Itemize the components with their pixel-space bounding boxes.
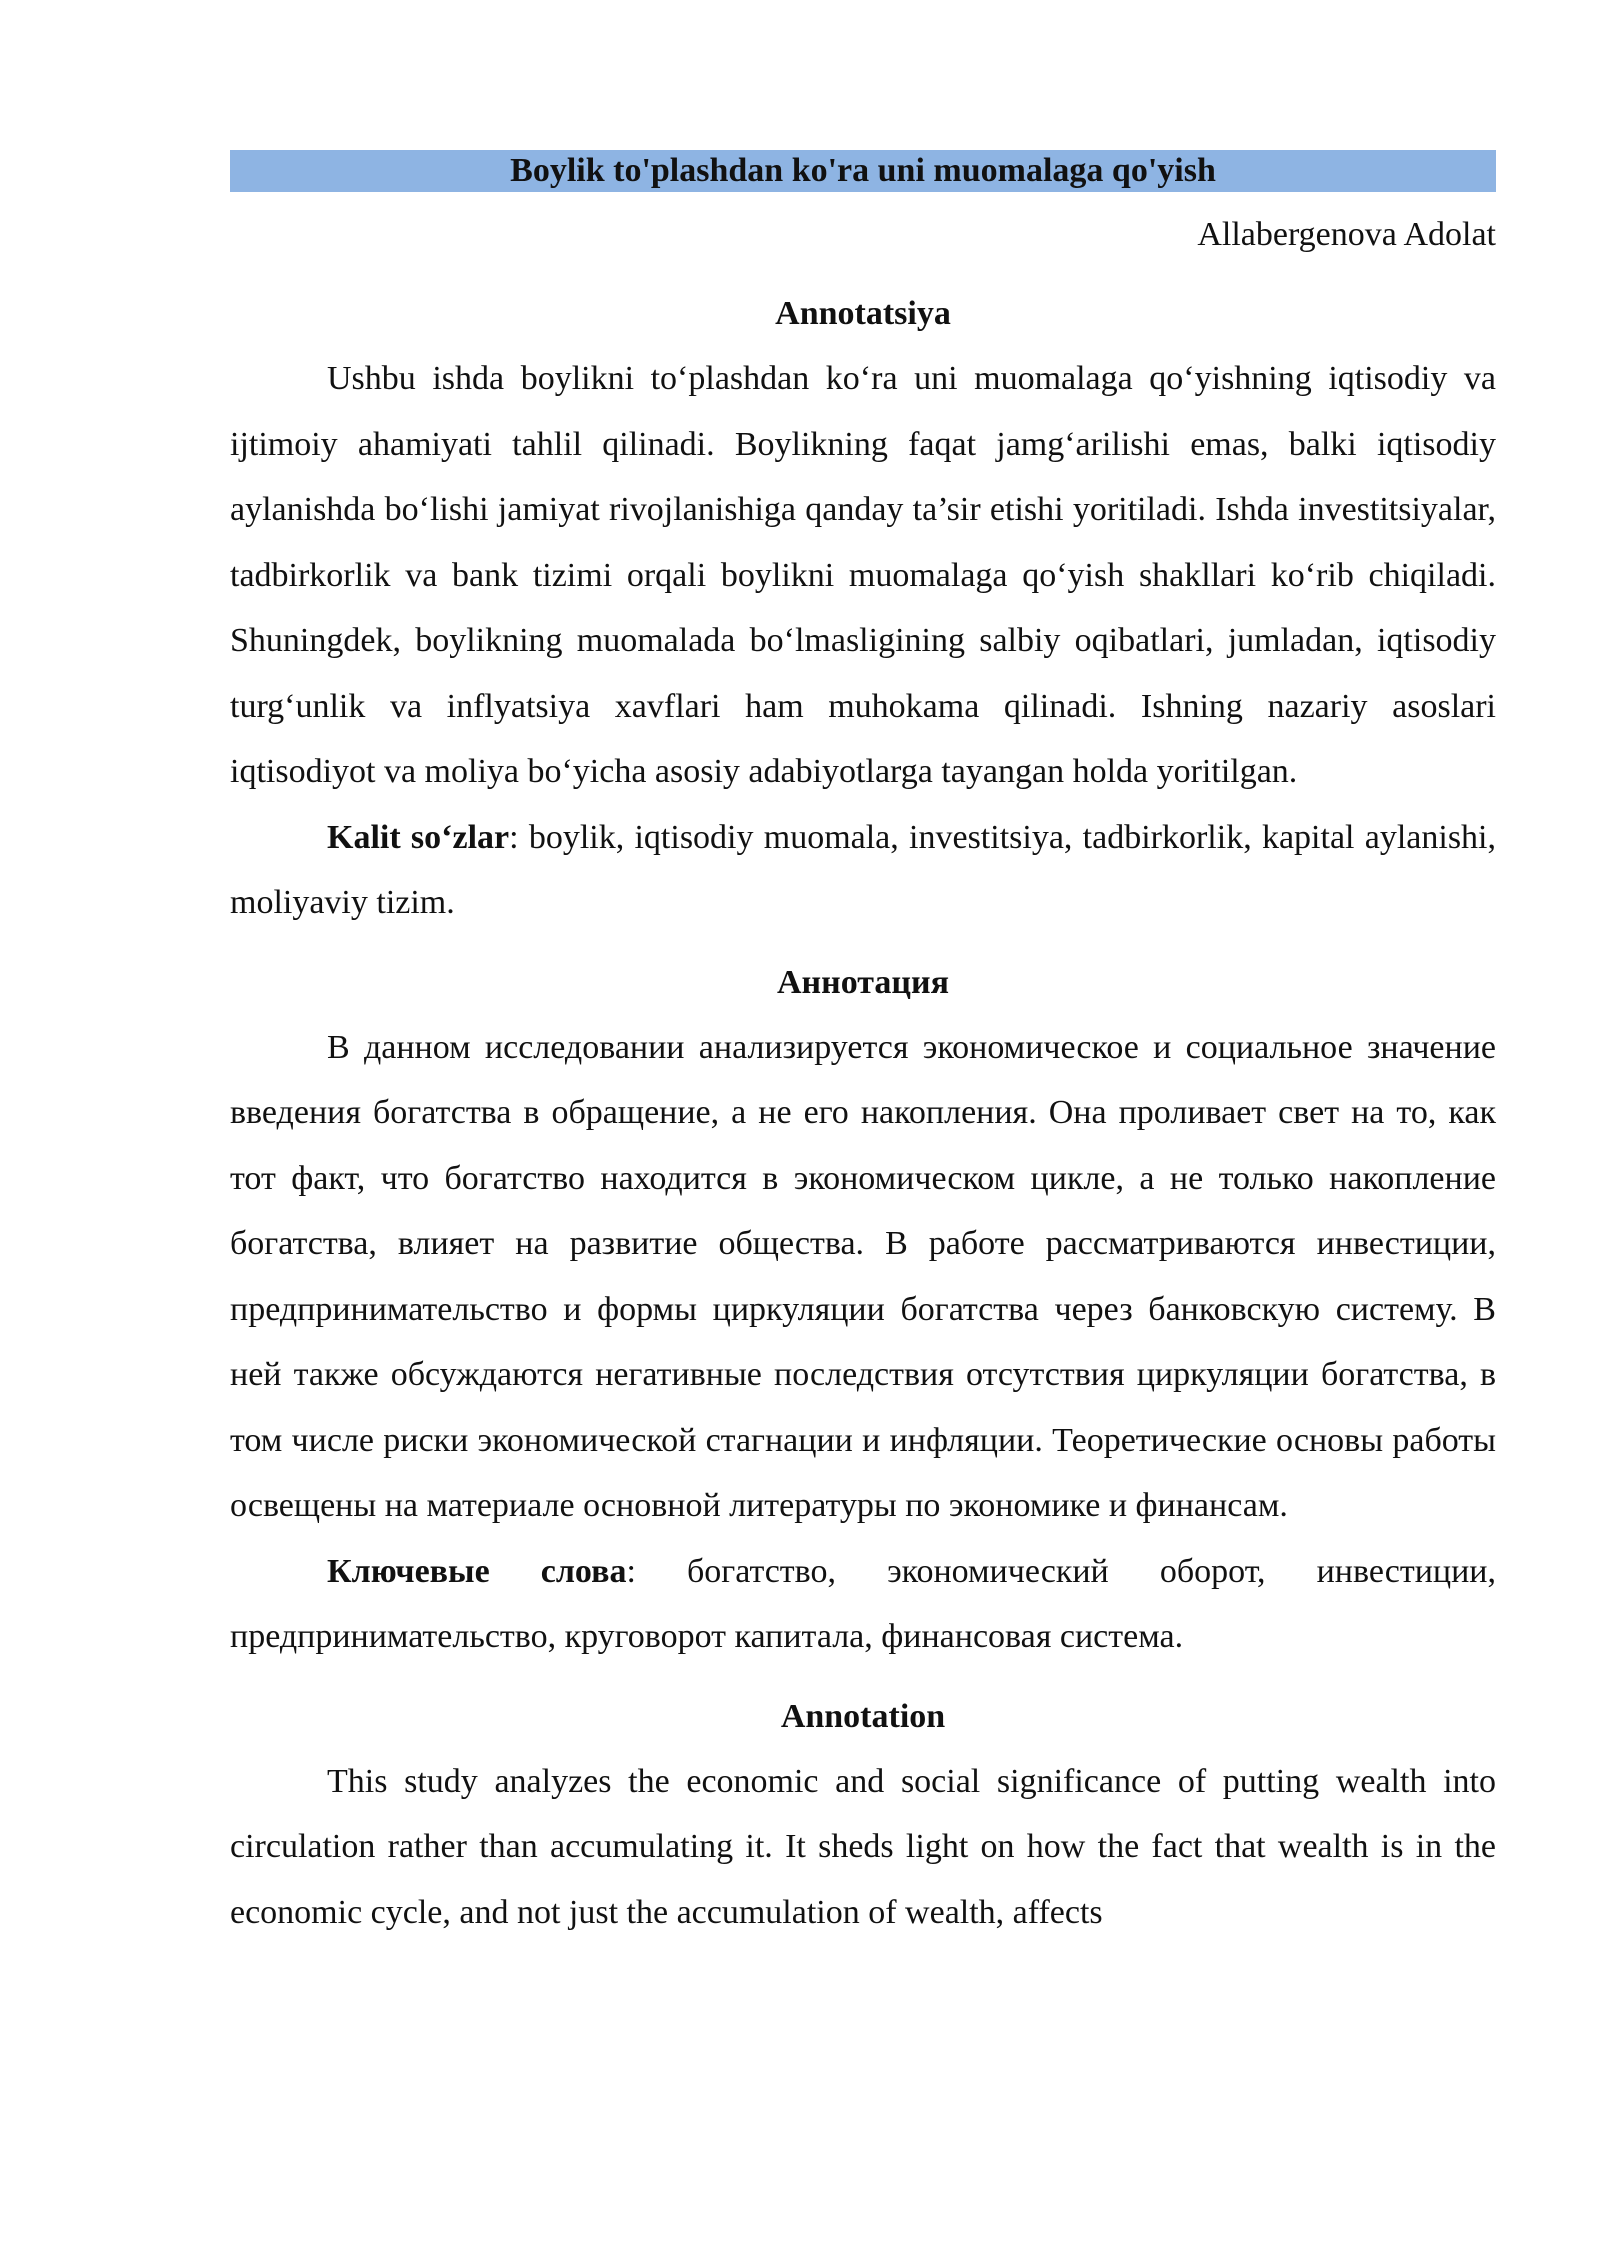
paper-title: Boylik to'plashdan ko'ra uni muomalaga qo'yish: [230, 150, 1496, 192]
keywords-label: Kalit so‘zlar: [327, 818, 510, 856]
section-uzbek-annotation: [230, 281, 1496, 936]
keywords-paragraph: [230, 805, 1496, 936]
keywords-paragraph: [230, 1539, 1496, 1670]
author-name: Allabergenova Adolat: [1197, 216, 1496, 253]
abstract-paragraph: Ushbu ishda boylikni to‘plashdan ko‘ra uni muomalaga qo‘yishning iqtisodiy va ijtimoiy ahamiyati tahlil qilinadi. Boylikning faqat jamg‘arilishi emas, balki iqtisodiy aylanishda bo‘lishi jamiyat rivojlanishiga qanday ta’sir etishi yoritiladi. Ishda investitsiyalar, tadbirkorlik va bank tizimi orqali boylikni muomalaga qo‘yish shakllari ko‘rib chiqiladi. Shuningdek, boylikning muomalada bo‘lmasligining salbiy oqibatlari, jumladan, iqtisodiy turg‘unlik va inflyatsiya xavflari ham muhokama qilinadi. Ishning nazariy asoslari iqtisodiyot va moliya bo‘yicha asosiy adabiyotlarga tayangan holda yoritilgan.: [230, 360, 1496, 790]
document-page: [230, 150, 1496, 1945]
section-heading: Annotatsiya: [775, 295, 951, 332]
abstract-paragraph: This study analyzes the economic and social significance of putting wealth into circulation rather than accumulating it. It sheds light on how the fact that wealth is in the economic cycle, and not just the accumulation of wealth, affects: [230, 1762, 1496, 1931]
section-heading: Аннотация: [777, 963, 949, 1001]
section-russian-annotation: [230, 950, 1496, 1670]
keywords-label: Ключевые слова: [327, 1552, 627, 1590]
section-heading: Annotation: [780, 1697, 946, 1735]
keywords-text: : boylik, iqtisodiy muomala, investitsiya, tadbirkorlik, kapital aylanishi, moliyaviy tizim.: [230, 818, 1496, 921]
abstract-paragraph: В данном исследовании анализируется экономическое и социальное значение введения богатства в обращение, а не его накопления. Она проливает свет на то, как тот факт, что богатство находится в экономическом цикле, а не только накопление богатства, влияет на развитие общества. В работе рассматриваются инвестиции, предпринимательство и формы циркуляции богатства через банковскую систему. В ней также обсуждаются негативные последствия отсутствия циркуляции богатства, в том числе риски экономической стагнации и инфляции. Теоретические основы работы освещены на материале основной литературы по экономике и финансам.: [230, 1028, 1496, 1524]
section-english-annotation: [230, 1684, 1496, 1946]
keywords-text: : богатство, экономический оборот, инвестиции, предпринимательство, круговорот капитала, финансовая система.: [230, 1552, 1496, 1655]
